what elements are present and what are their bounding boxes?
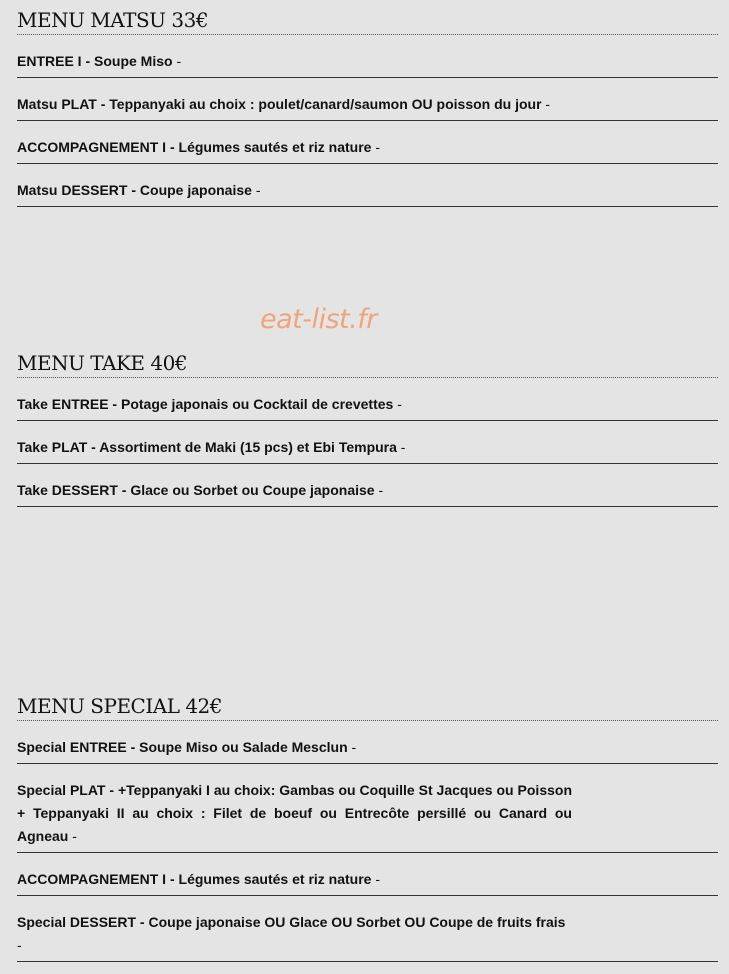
menu-item: [17, 764, 718, 853]
menu-item-text: [17, 911, 572, 957]
menu-item-dash: -: [393, 396, 402, 412]
menu-item: [17, 464, 718, 507]
menu-item: [17, 121, 718, 164]
menu-item: [17, 896, 718, 962]
menu-item-label: Take ENTREE - Potage japonais ou Cocktail de crevettes: [17, 396, 394, 412]
menu-item: [17, 78, 718, 121]
menu-title: MENU MATSU 33€: [17, 8, 718, 35]
menu-item-text: [17, 736, 572, 759]
menu-item-text: [17, 136, 572, 159]
menu-item: [17, 164, 718, 207]
menu-item-dash: -: [251, 182, 261, 198]
menu-item-label: ACCOMPAGNEMENT I - Légumes sautés et riz nature: [17, 139, 372, 155]
menu-item-dash: -: [396, 439, 406, 455]
menu-item-text: [17, 479, 572, 502]
menu-item-text: [17, 393, 572, 416]
menu-matsu: [17, 8, 718, 207]
menu-item-text: [17, 779, 572, 848]
menu-item: [17, 721, 718, 764]
menu-item-label: Special DESSERT - Coupe japonaise OU Glace OU Sorbet OU Coupe de fruits frais: [17, 914, 566, 930]
menu-item-dash: -: [541, 96, 551, 112]
menu-item-dash: -: [347, 739, 357, 755]
menu-item-dash: -: [371, 139, 381, 155]
menu-take: [17, 351, 718, 507]
menu-item-text: [17, 50, 572, 73]
menu-item-dash: -: [172, 53, 182, 69]
menu-item-label: ENTREE I - Soupe Miso: [17, 53, 173, 69]
menu-item-dash: -: [371, 871, 381, 887]
menu-item-dash: -: [68, 828, 77, 844]
menu-item-label: ACCOMPAGNEMENT I - Légumes sautés et riz nature: [17, 871, 372, 887]
menu-item-dash: -: [374, 482, 384, 498]
menu-item-text: [17, 436, 572, 459]
menu-item-label: Matsu PLAT - Teppanyaki au choix : poulet/canard/saumon OU poisson du jour: [17, 96, 542, 112]
menu-item-label: Special ENTREE - Soupe Miso ou Salade Mesclun: [17, 739, 348, 755]
menu-special: [17, 694, 718, 962]
menu-item: [17, 35, 718, 78]
menu-item-label: Special PLAT - +Teppanyaki I au choix: Gambas ou Coquille St Jacques ou Poisson + Teppanyaki II au choix : Filet de boeuf ou Entrecôte persillé ou Canard ou Agneau: [17, 782, 572, 844]
menu-title: MENU SPECIAL 42€: [17, 694, 718, 721]
menu-item-label: Take PLAT - Assortiment de Maki (15 pcs) et Ebi Tempura: [17, 439, 397, 455]
menu-item-label: Take DESSERT - Glace ou Sorbet ou Coupe japonaise: [17, 482, 375, 498]
menu-item-text: [17, 179, 572, 202]
watermark: eat-list.fr: [260, 304, 377, 335]
menu-item: [17, 421, 718, 464]
menu-item-text: [17, 93, 572, 116]
menu-item-label: Matsu DESSERT - Coupe japonaise: [17, 182, 252, 198]
menu-item: [17, 378, 718, 421]
menu-title: MENU TAKE 40€: [17, 351, 718, 378]
menu-item: [17, 853, 718, 896]
menu-item-text: [17, 868, 572, 891]
menu-item-dash: -: [17, 937, 22, 953]
